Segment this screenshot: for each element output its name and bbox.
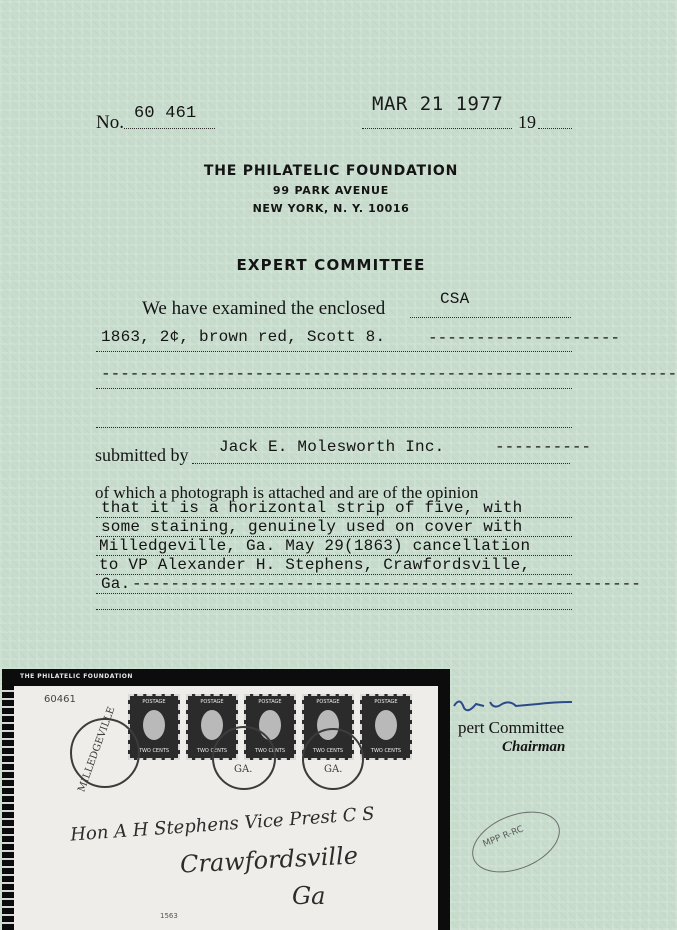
opinion-line-1: that it is a horizontal strip of five, with (101, 499, 523, 517)
cert-number: 60 461 (134, 104, 197, 123)
address-line-2: Crawfordsville (179, 841, 359, 879)
address-line-2: NEW YORK, N. Y. 10016 (252, 202, 410, 215)
postmark-1-text: MILLEDGEVILLE (76, 705, 118, 794)
opinion-rule-5 (96, 580, 572, 594)
opinion-line-3: Milledgeville, Ga. May 29(1863) cancellation (99, 537, 531, 555)
postmark-2 (212, 726, 276, 790)
chairman-label: Chairman (502, 739, 566, 755)
blank-line-1-dashes: ------------------------------------------------------------ (101, 365, 677, 383)
stamp-3: POSTAGE TWO CENTS (244, 694, 296, 760)
opinion-line-4: to VP Alexander H. Stephens, Crawfordsville, (99, 556, 531, 574)
examined-line (410, 300, 571, 318)
committee-heading: EXPERT COMMITTEE (236, 256, 426, 274)
photo-ruler (2, 684, 14, 930)
year-line (538, 111, 572, 129)
opinion-rule-2 (96, 523, 572, 537)
submitter-dash-fill: ---------- (495, 438, 592, 456)
submitted-label: submitted by (95, 445, 189, 465)
opinion-rule-6 (96, 596, 572, 610)
item-country: CSA (440, 290, 470, 308)
date-stamp: MAR 21 1977 (372, 93, 504, 115)
margin-note: 1563 (160, 912, 178, 920)
opinion-rule-3 (96, 542, 572, 556)
blank-line-1 (96, 373, 572, 389)
committee-partial: pert Committee (458, 718, 565, 737)
item-dash-fill: -------------------- (428, 329, 621, 347)
opinion-line-5: Ga. (101, 575, 131, 593)
opinion-prefix: of which a photograph is attached and are of the opinion (95, 483, 479, 502)
opinion-rule-4 (96, 561, 572, 575)
blank-line-2 (96, 412, 572, 428)
address-line-1: Hon A H Stephens Vice Prest C S (69, 803, 376, 846)
address-line-3: Ga (292, 882, 326, 910)
opinion-rule-1 (96, 504, 572, 518)
photo-header: THE PHILATELIC FOUNDATION (20, 673, 133, 680)
postmark-3 (302, 728, 364, 790)
signature (450, 692, 580, 718)
postmark-2-text: GA. (234, 764, 253, 775)
opinion-dash-fill: ----------------------------------------------------- (132, 575, 641, 593)
postmark-3-text: GA. (324, 764, 343, 775)
address-line-1: 99 PARK AVENUE (272, 184, 390, 197)
foundation-name: THE PHILATELIC FOUNDATION (203, 163, 459, 179)
stamp-5: POSTAGE TWO CENTS (360, 694, 412, 760)
photo-cert-number: 60461 (44, 694, 76, 705)
stamp-1: POSTAGE TWO CENTS (128, 694, 180, 760)
pencil-mark (463, 800, 569, 885)
item-description: 1863, 2¢, brown red, Scott 8. (101, 328, 386, 346)
envelope (14, 686, 438, 930)
year-prefix: 19 (518, 112, 536, 132)
item-line (96, 336, 572, 352)
stamp-2: POSTAGE TWO CENTS (186, 694, 238, 760)
submitter: Jack E. Molesworth Inc. (219, 438, 445, 456)
examined-label: We have examined the enclosed (142, 298, 386, 319)
cert-number-label: No. (96, 112, 124, 133)
pencil-mark-text: MPP R-RC (481, 824, 526, 850)
stamp-4: POSTAGE TWO CENTS (302, 694, 354, 760)
opinion-line-2: some staining, genuinely used on cover with (101, 518, 523, 536)
